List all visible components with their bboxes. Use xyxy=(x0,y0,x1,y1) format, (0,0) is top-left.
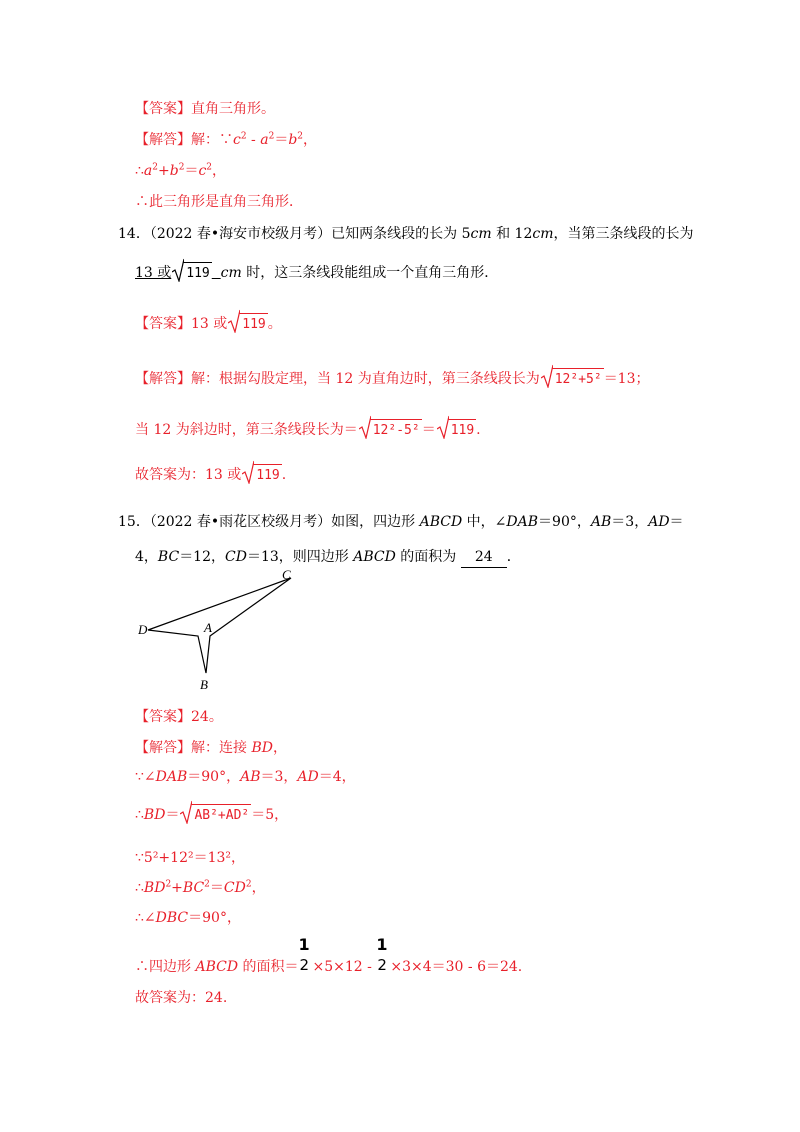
q13-solution-line3: ∴此三角形是直角三角形． xyxy=(135,194,303,210)
q14-stem-line2: 13 或 119 cm 时，这三条线段能组成一个直角三角形． xyxy=(135,262,498,284)
fraction-one-half: 1 2 xyxy=(376,935,388,974)
q15-final-line: 故答案为：24. xyxy=(135,990,228,1006)
q14-answer-line: 【答案】13 或 119 。 xyxy=(135,313,282,335)
sqrt-sum: 12²+5² xyxy=(541,368,604,390)
label-c: C xyxy=(282,568,291,582)
radical-sign-icon xyxy=(242,460,254,484)
sqrt-119: 119 xyxy=(242,464,281,486)
label-a: A xyxy=(204,620,212,635)
sqrt-diff: 12²-5² xyxy=(359,419,422,441)
q14-solution-line2: 当 12 为斜边时，第三条线段长为＝ 12²-5² ＝ 119 . xyxy=(135,419,481,441)
label-d: D xyxy=(138,622,148,637)
radical-sign-icon xyxy=(437,415,449,439)
answer-blank: 13 或 119 xyxy=(135,265,221,281)
quadrilateral-figure xyxy=(138,568,308,693)
radical-sign-icon xyxy=(180,800,192,824)
q15-solution-line6: ∴∠DBC＝90°， xyxy=(135,910,241,926)
label-b: B xyxy=(200,677,208,692)
question-number: 14． xyxy=(118,226,150,242)
sqrt-119: 119 xyxy=(172,262,211,284)
answer-blank: 24 xyxy=(461,547,507,568)
answer-text: 直角三角形。 xyxy=(191,101,275,117)
q15-stem-line2: 4，BC＝12，CD＝13，则四边形 ABCD 的面积为 24 ． xyxy=(135,547,521,568)
sqrt-119: 119 xyxy=(437,419,476,441)
q15-solution-line3: ∴BD＝ AB²+AD² ＝5， xyxy=(135,804,288,826)
radical-sign-icon xyxy=(172,258,184,282)
radical-sign-icon xyxy=(541,364,553,388)
answer-tag: 【答案】 xyxy=(135,101,191,117)
q15-solution-line2: ∵∠DAB＝90°，AB＝3，AD＝4， xyxy=(135,769,356,785)
solution-tag: 【解答】 xyxy=(135,132,191,148)
sqrt-ab-ad: AB²+AD² xyxy=(180,804,251,826)
q15-stem-line1: 15．（2022 春•雨花区校级月考）如图，四边形 ABCD 中，∠DAB＝90°，AB＝3，AD＝ xyxy=(118,514,684,530)
fraction-one-half: 1 2 xyxy=(298,935,310,974)
q13-solution-line1: 【解答】解：$\because c^2 - a^2=b^2$， xyxy=(135,131,318,148)
radical-sign-icon xyxy=(228,309,240,333)
q14-final-line: 故答案为：13 或 119 . xyxy=(135,464,286,486)
radical-sign-icon xyxy=(359,415,371,439)
q13-answer-line xyxy=(135,99,275,119)
q13-solution-line2: $\therefore a^2+b^2=c^2$， xyxy=(135,162,227,179)
sqrt-119: 119 xyxy=(228,313,267,335)
q15-solution-line4: ∵5²+12²＝13²， xyxy=(135,850,246,866)
q15-solution-line1: 【解答】解：连接 BD， xyxy=(135,740,287,756)
q14-solution-line1: 【解答】解：根据勾股定理，当 12 为直角边时，第三条线段长为 12²+5² ＝13； xyxy=(135,368,650,390)
q14-stem-line1: 14．（2022 春•海安市校级月考）已知两条线段的长为 5cm 和 12cm，当第三条线段的长为 xyxy=(118,226,694,242)
q15-answer-line: 【答案】24。 xyxy=(135,709,223,725)
q15-solution-line5: $\therefore BD^2+BC^2=CD^2$， xyxy=(135,879,266,896)
figure-outline xyxy=(148,578,291,673)
q15-solution-line7: ∴四边形 ABCD 的面积＝ 1 2 ×5×12 - 1 2 ×3×4＝30 - 6＝24. xyxy=(135,935,523,975)
